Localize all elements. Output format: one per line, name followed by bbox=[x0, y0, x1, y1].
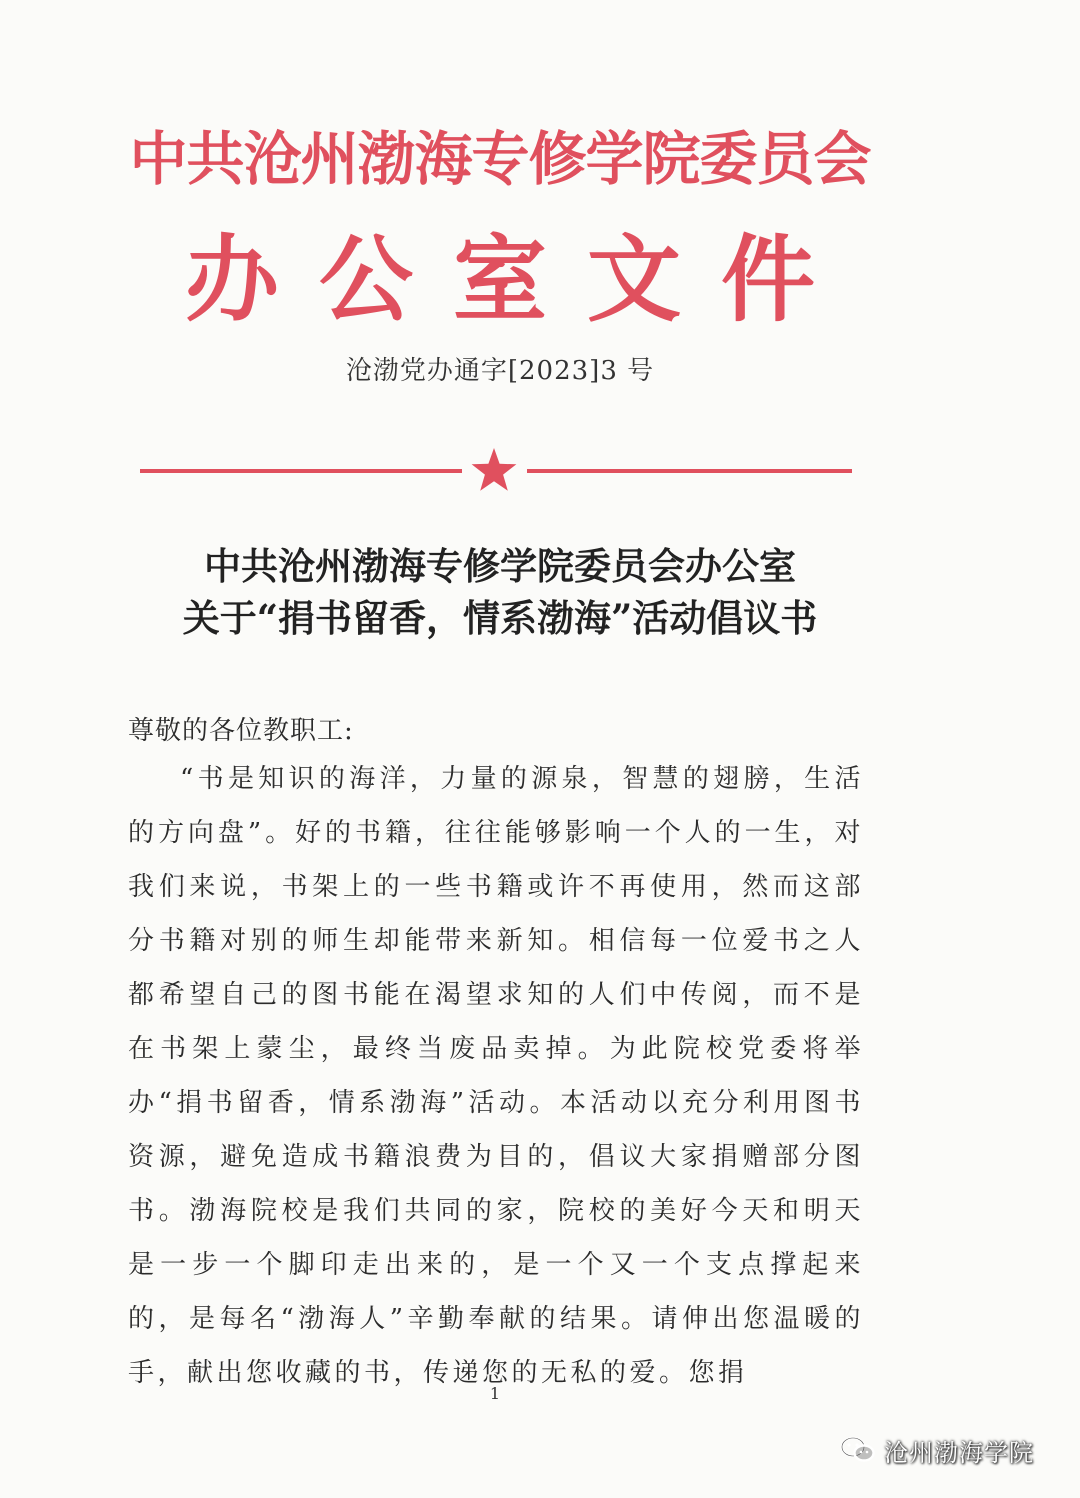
red-divider bbox=[140, 446, 852, 496]
header-organization: 中共沧州渤海专修学院委员会 bbox=[129, 125, 871, 193]
divider-line-left bbox=[140, 469, 462, 473]
star-icon bbox=[470, 446, 518, 494]
divider-line-right bbox=[527, 469, 852, 473]
watermark bbox=[840, 1430, 1034, 1470]
document-number: 沧渤党办通字[2023]3 号 bbox=[345, 356, 655, 386]
salutation: 尊敬的各位教职工: bbox=[128, 716, 354, 746]
page-number: 1 bbox=[489, 1384, 501, 1403]
wechat-icon bbox=[840, 1436, 876, 1464]
title-line-1: 中共沧州渤海专修学院委员会办公室 bbox=[204, 544, 796, 588]
header-document-type: 办公室文件 bbox=[184, 225, 855, 335]
watermark-text: 沧州渤海学院 bbox=[884, 1438, 1034, 1467]
title-line-2: 关于“捐书留香，情系渤海”活动倡议书 bbox=[182, 596, 818, 640]
document-title bbox=[0, 540, 1000, 644]
body-paragraph: “书是知识的海洋，力量的源泉，智慧的翅膀，生活的方向盘”。好的书籍，往往能够影响一个人的一生，对我们来说，书架上的一些书籍或许不再使用，然而这部分书籍对别的师生却能带来新知。相信每一位爱书之人都希望自己的图书能在渴望求知的人们中传阅，而不是在书架上蒙尘，最终当废品卖掉。为此院校党委将举办“捐书留香，情系渤海”活动。本活动以充分利用图书资源，避免造成书籍浪费为目的，倡议大家捐赠部分图书。渤海院校是我们共同的家，院校的美好今天和明天是一步一个脚印走出来的，是一个又一个支点撑起来的，是每名“渤海人”辛勤奉献的结果。请伸出您温暖的手，献出您收藏的书，传递您的无私的爱。您捐 bbox=[128, 764, 864, 1388]
